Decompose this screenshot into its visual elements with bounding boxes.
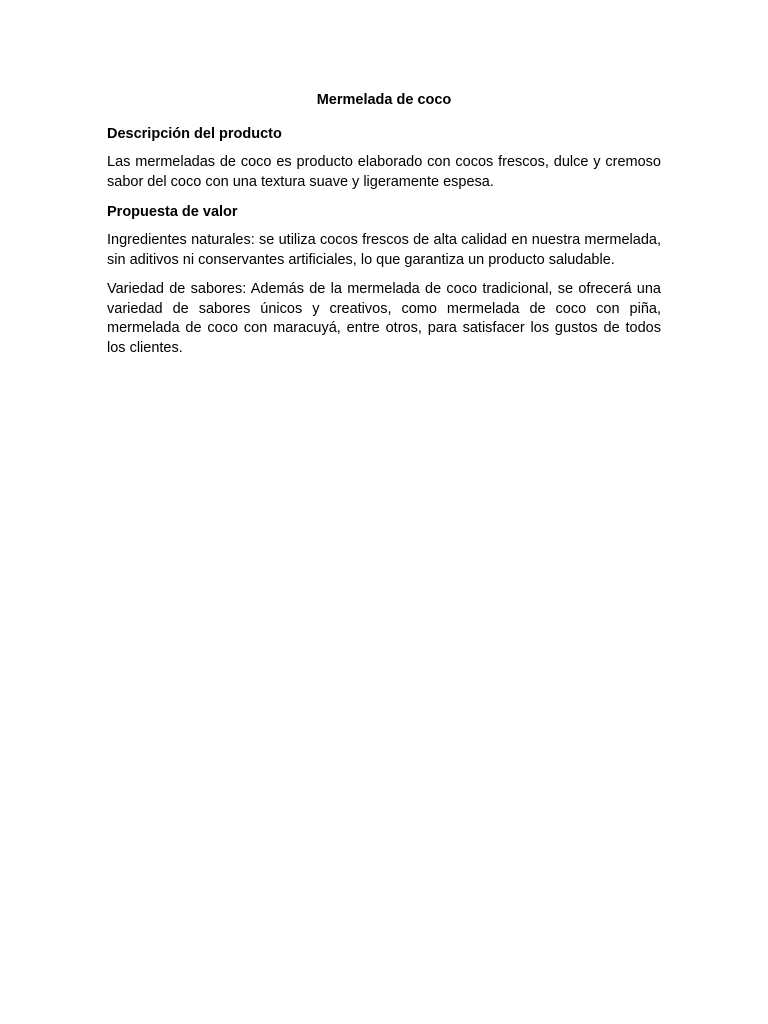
section-heading: Descripción del producto [107,126,282,142]
section-heading: Propuesta de valor [107,204,238,220]
section-value-proposition [107,202,661,358]
document-title: Mermelada de coco [316,92,452,108]
paragraph: Las mermeladas de coco es producto elaborado con cocos frescos, dulce y cremoso sabor del coco con una textura suave y ligeramente espesa. [107,154,661,190]
paragraph: Variedad de sabores: Además de la mermelada de coco tradicional, se ofrecerá una variedad de sabores únicos y creativos, como mermelada de coco con piña, mermelada de coco con maracuyá, entre otros, para satisfacer los gustos de todos los clientes. [107,281,661,356]
paragraph: Ingredientes naturales: se utiliza cocos frescos de alta calidad en nuestra mermelada, sin aditivos ni conservantes artificiales, lo que garantiza un producto saludable. [107,232,661,268]
section-product-description [107,124,661,192]
document-body [107,90,661,368]
